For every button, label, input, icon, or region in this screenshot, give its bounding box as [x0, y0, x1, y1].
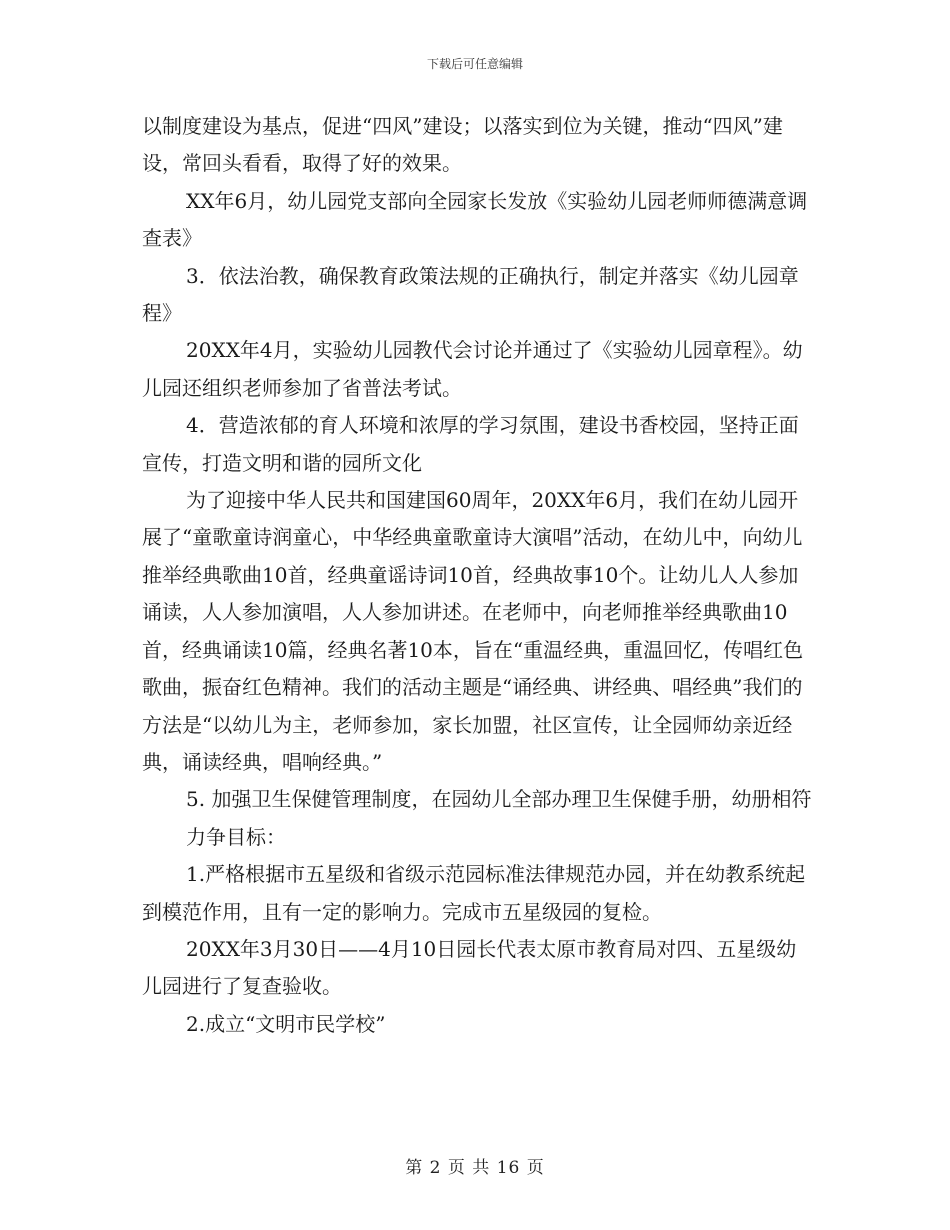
page-number-footer: 第 2 页 共 16 页 [405, 1158, 545, 1178]
paragraph-10: 20XX年3月30日——4月10日园长代表太原市教育局对四、五星级幼儿园进行了复查验收。 [142, 936, 797, 999]
paragraph-4: 20XX年4月，实验幼儿园教代会讨论并通过了《实验幼儿园章程》。幼儿园还组织老师参加了省普法考试。 [142, 338, 803, 400]
paragraph-11: 2.成立“文明市民学校” [186, 1011, 386, 1036]
paragraph-8: 力争目标： [186, 824, 286, 849]
paragraph-7: 5. 加强卫生保健管理制度，在园幼儿全部办理卫生保健手册，幼册相符 [186, 787, 812, 812]
document-body [142, 108, 812, 1043]
paragraph-6: 为了迎接中华人民共和国建国60周年，20XX年6月，我们在幼儿园开展了“童歌童诗润童心，中华经典童歌童诗大演唱”活动，在幼儿中，向幼儿推举经典歌曲10首，经典童谣诗词10首，经典故事10个。让幼儿人人参加诵读，人人参加演唱，人人参加讲述。在老师中，向老师推举经典歌曲10首，经典诵读10篇，经典名著10本，旨在“重温经典，重温回忆，传唱红色歌曲，振奋红色精神。我们的活动主题是“诵经典、讲经典、唱经典”我们的方法是“以幼儿为主，老师参加，家长加盟，社区宣传，让全园师幼亲近经典，诵读经典，唱响经典。” [142, 488, 804, 774]
paragraph-5: 4．营造浓郁的育人环境和浓厚的学习氛围，建设书香校园，坚持正面宣传，打造文明和谐的园所文化 [142, 413, 799, 475]
paragraph-3: 3．依法治教，确保教育政策法规的正确执行，制定并落实《幼儿园章程》 [142, 263, 799, 326]
paragraph-1: 以制度建设为基点，促进“四风”建设；以落实到位为关键，推动“四风”建设，常回头看看，取得了好的效果。 [142, 114, 783, 176]
page-header: 下载后可任意编辑 [426, 57, 523, 71]
paragraph-9: 1.严格根据市五星级和省级示范园标准法律规范办园，并在幼教系统起到模范作用，且有一定的影响力。完成市五星级园的复检。 [142, 862, 806, 924]
paragraph-2: XX年6月，幼儿园党支部向全园家长发放《实验幼儿园老师师德满意调查表》 [142, 188, 808, 251]
